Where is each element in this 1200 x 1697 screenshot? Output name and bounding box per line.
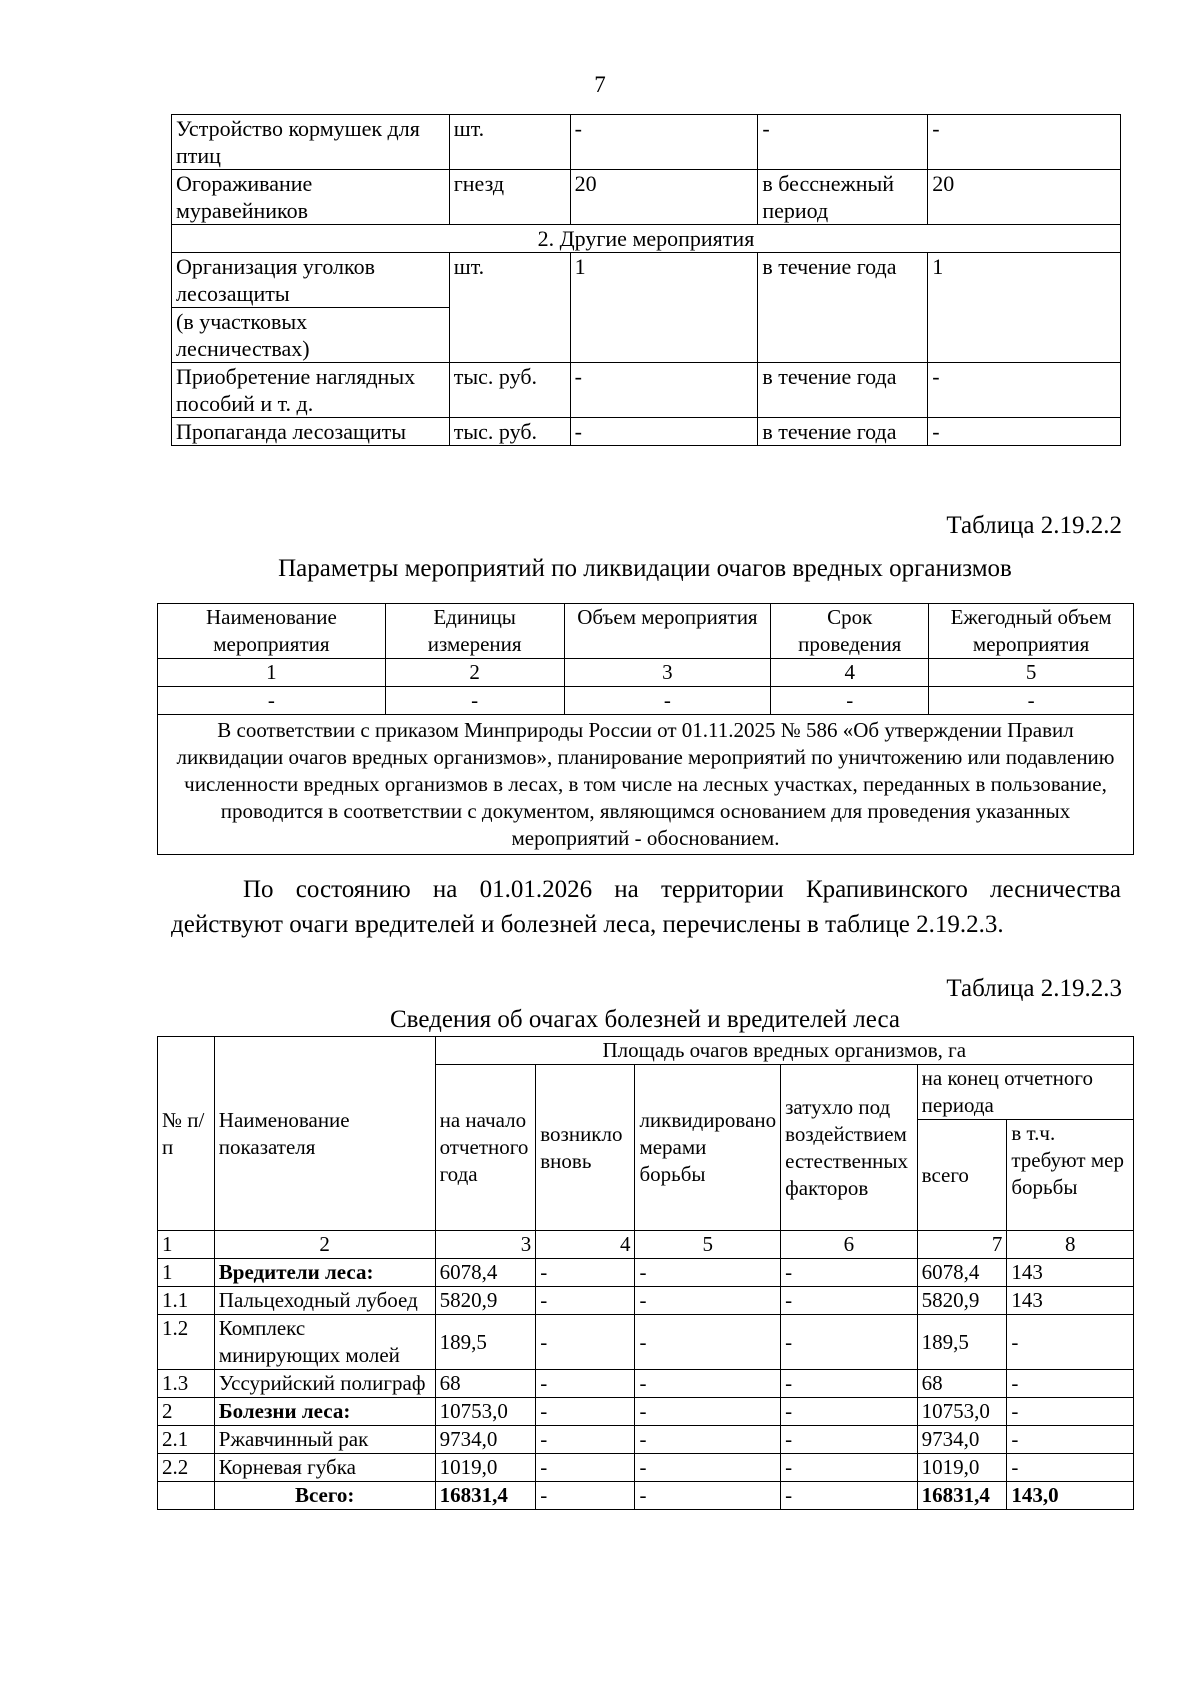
- header-row: [158, 1037, 1134, 1065]
- table2-caption: Таблица 2.19.2.2: [946, 512, 1122, 539]
- total-label: Всего:: [214, 1482, 435, 1510]
- measure-annual: 20: [928, 170, 1121, 225]
- column-number: 7: [917, 1231, 1007, 1259]
- header-need: в т.ч. требуют мер борьбы: [1007, 1120, 1134, 1231]
- measure-name: Организация уголков лесозащиты: [172, 253, 450, 308]
- measure-name: Приобретение наглядных пособий и т. д.: [172, 363, 450, 418]
- row-faded: -: [781, 1454, 918, 1482]
- table-row: [158, 1315, 1134, 1370]
- row-liquidated: -: [635, 1259, 781, 1287]
- measure-term: в течение года: [758, 418, 928, 446]
- table-cell: -: [385, 687, 564, 715]
- header-name: Наименование показателя: [214, 1037, 435, 1231]
- header-total: всего: [917, 1120, 1007, 1231]
- table-row: [158, 1259, 1134, 1287]
- row-name: Уссурийский полиграф: [214, 1370, 435, 1398]
- table-row: [158, 687, 1134, 715]
- row-start: 5820,9: [435, 1287, 536, 1315]
- measure-volume: 20: [570, 170, 758, 225]
- measure-name: Устройство кормушек для птиц: [172, 115, 450, 170]
- row-new: -: [536, 1259, 635, 1287]
- total-new: -: [536, 1482, 635, 1510]
- row-faded: -: [781, 1370, 918, 1398]
- section-title: 2. Другие мероприятия: [172, 225, 1121, 253]
- measure-name: Огораживание муравейников: [172, 170, 450, 225]
- row-need: 143: [1007, 1287, 1134, 1315]
- pest-foci-rows: [158, 1259, 1134, 1482]
- measure-unit: гнезд: [449, 170, 570, 225]
- row-liquidated: -: [635, 1454, 781, 1482]
- column-number: 1: [158, 659, 386, 687]
- row-num: 2.2: [158, 1454, 215, 1482]
- row-end: 1019,0: [917, 1454, 1007, 1482]
- row-liquidated: -: [635, 1315, 781, 1370]
- row-start: 68: [435, 1370, 536, 1398]
- row-faded: -: [781, 1398, 918, 1426]
- row-liquidated: -: [635, 1426, 781, 1454]
- measure-name-note: (в участковых лесничествах): [172, 308, 450, 363]
- header-end: на конец отчетного периода: [917, 1065, 1133, 1120]
- row-end: 5820,9: [917, 1287, 1007, 1315]
- header-area: Площадь очагов вредных организмов, га: [435, 1037, 1133, 1065]
- row-new: -: [536, 1287, 635, 1315]
- measure-annual: -: [928, 418, 1121, 446]
- page-number: 7: [594, 72, 606, 97]
- row-start: 189,5: [435, 1315, 536, 1370]
- row-name: Ржавчинный рак: [214, 1426, 435, 1454]
- measure-volume: -: [570, 418, 758, 446]
- table3-title: Сведения об очагах болезней и вредителей леса: [390, 1006, 900, 1033]
- table-row: [172, 418, 1121, 446]
- measure-unit: шт.: [449, 115, 570, 170]
- table-row: [172, 115, 1121, 170]
- measure-term: в бесснежный период: [758, 170, 928, 225]
- table-row: [158, 1454, 1134, 1482]
- row-faded: -: [781, 1287, 918, 1315]
- table-cell: -: [771, 687, 929, 715]
- row-need: -: [1007, 1370, 1134, 1398]
- row-name: Комплекс минирующих молей: [214, 1315, 435, 1370]
- measure-annual: -: [928, 115, 1121, 170]
- row-faded: -: [781, 1426, 918, 1454]
- table-row: [158, 1370, 1134, 1398]
- row-num: 1.2: [158, 1315, 215, 1370]
- measure-volume: 1: [570, 253, 758, 363]
- row-end: 68: [917, 1370, 1007, 1398]
- status-paragraph: По состоянию на 01.01.2026 на территории Крапивинского лесничества действуют очаги вредителей и болезней леса, перечислены в таблице 2.19.2.3.: [171, 876, 1121, 938]
- header-row: [158, 604, 1134, 659]
- row-new: -: [536, 1454, 635, 1482]
- row-num: 2.1: [158, 1426, 215, 1454]
- table-row: [158, 1287, 1134, 1315]
- column-number: 2: [385, 659, 564, 687]
- column-number: 1: [158, 1231, 215, 1259]
- row-need: 143: [1007, 1259, 1134, 1287]
- section-row: [172, 225, 1121, 253]
- note-row: [158, 715, 1134, 855]
- row-start: 10753,0: [435, 1398, 536, 1426]
- row-liquidated: -: [635, 1287, 781, 1315]
- row-faded: -: [781, 1315, 918, 1370]
- row-new: -: [536, 1426, 635, 1454]
- column-number: 4: [536, 1231, 635, 1259]
- row-num: 1.3: [158, 1370, 215, 1398]
- row-name: Болезни леса:: [214, 1398, 435, 1426]
- column-number: 3: [564, 659, 771, 687]
- measure-term: -: [758, 115, 928, 170]
- pest-foci-table: [157, 1036, 1134, 1510]
- row-start: 1019,0: [435, 1454, 536, 1482]
- measure-volume: -: [570, 115, 758, 170]
- total-num: [158, 1482, 215, 1510]
- column-number: 4: [771, 659, 929, 687]
- total-row: [158, 1482, 1134, 1510]
- column-number: 3: [435, 1231, 536, 1259]
- row-end: 6078,4: [917, 1259, 1007, 1287]
- row-new: -: [536, 1370, 635, 1398]
- row-new: -: [536, 1315, 635, 1370]
- measure-volume: -: [570, 363, 758, 418]
- liquidation-measures-table: [157, 603, 1134, 855]
- row-num: 2: [158, 1398, 215, 1426]
- header-cell: Объем мероприятия: [564, 604, 771, 659]
- table-row: [172, 170, 1121, 225]
- measures-table-continuation: [171, 114, 1121, 446]
- header-start: на начало отчетного года: [435, 1065, 536, 1231]
- column-number: 5: [929, 659, 1134, 687]
- column-number: 8: [1007, 1231, 1134, 1259]
- measure-annual: -: [928, 363, 1121, 418]
- column-number: 6: [781, 1231, 918, 1259]
- row-faded: -: [781, 1259, 918, 1287]
- row-liquidated: -: [635, 1398, 781, 1426]
- row-num: 1: [158, 1259, 215, 1287]
- row-name: Корневая губка: [214, 1454, 435, 1482]
- header-new: возникло вновь: [536, 1065, 635, 1231]
- measure-term: в течение года: [758, 363, 928, 418]
- table-row: [158, 1426, 1134, 1454]
- total-start: 16831,4: [435, 1482, 536, 1510]
- header-cell: Единицы измерения: [385, 604, 564, 659]
- table2-note: В соответствии с приказом Минприроды России от 01.11.2025 № 586 «Об утверждении Правил ликвидации очагов вредных организмов», планирование мероприятий по уничтожению или подавлению численности вредных организмов в лесах, в том числе на лесных участках, переданных в пользование, проводится в соответствии с документом, являющимся основанием для проведения указанных мероприятий - обоснованием.: [158, 715, 1134, 855]
- header-cell: Наименование мероприятия: [158, 604, 386, 659]
- row-start: 9734,0: [435, 1426, 536, 1454]
- measure-term: в течение года: [758, 253, 928, 363]
- column-number: 5: [635, 1231, 781, 1259]
- table-row: [172, 363, 1121, 418]
- table3-caption: Таблица 2.19.2.3: [946, 975, 1122, 1002]
- table-row: [158, 1398, 1134, 1426]
- row-need: -: [1007, 1454, 1134, 1482]
- total-faded: -: [781, 1482, 918, 1510]
- measure-annual: 1: [928, 253, 1121, 363]
- measure-unit: тыс. руб.: [449, 418, 570, 446]
- header-faded: затухло под воздействием естественных факторов: [781, 1065, 918, 1231]
- column-number-row: [158, 1231, 1134, 1259]
- row-need: -: [1007, 1398, 1134, 1426]
- column-number: 2: [214, 1231, 435, 1259]
- row-num: 1.1: [158, 1287, 215, 1315]
- row-liquidated: -: [635, 1370, 781, 1398]
- total-end: 16831,4: [917, 1482, 1007, 1510]
- row-end: 9734,0: [917, 1426, 1007, 1454]
- measure-unit: шт.: [449, 253, 570, 363]
- header-num: № п/п: [158, 1037, 215, 1231]
- total-liquidated: -: [635, 1482, 781, 1510]
- table-cell: -: [929, 687, 1134, 715]
- table2-title: Параметры мероприятий по ликвидации очагов вредных организмов: [278, 555, 1012, 582]
- total-need: 143,0: [1007, 1482, 1134, 1510]
- row-name: Вредители леса:: [214, 1259, 435, 1287]
- column-number-row: [158, 659, 1134, 687]
- header-cell: Срок проведения: [771, 604, 929, 659]
- header-cell: Ежегодный объем мероприятия: [929, 604, 1134, 659]
- row-need: -: [1007, 1315, 1134, 1370]
- table-row: [172, 253, 1121, 308]
- table-cell: -: [564, 687, 771, 715]
- row-end: 189,5: [917, 1315, 1007, 1370]
- row-name: Пальцеходный лубоед: [214, 1287, 435, 1315]
- measure-name: Пропаганда лесозащиты: [172, 418, 450, 446]
- row-new: -: [536, 1398, 635, 1426]
- row-end: 10753,0: [917, 1398, 1007, 1426]
- row-start: 6078,4: [435, 1259, 536, 1287]
- header-liquidated: ликвидировано мерами борьбы: [635, 1065, 781, 1231]
- row-need: -: [1007, 1426, 1134, 1454]
- measure-unit: тыс. руб.: [449, 363, 570, 418]
- table-cell: -: [158, 687, 386, 715]
